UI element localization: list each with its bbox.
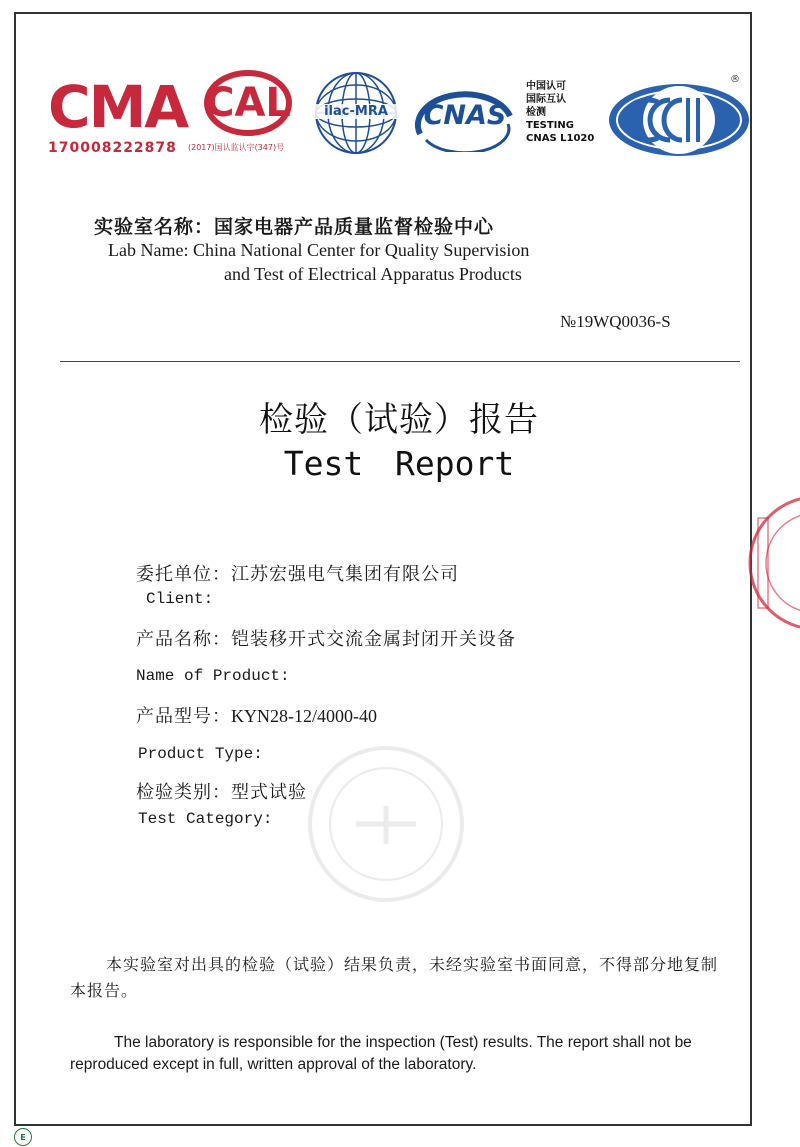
cnas-info-line: 国际互认 (526, 94, 566, 105)
client-label-en: Client: (146, 590, 214, 608)
divider (60, 361, 740, 362)
registered-mark: ® (730, 74, 740, 85)
footer-mark-icon: E (14, 1128, 32, 1146)
report-title-cn: 检验（试验）报告 (259, 400, 539, 440)
report-page (14, 12, 752, 1126)
client-field (136, 560, 459, 586)
ccc-emblem-icon (604, 80, 754, 160)
test-category-field (136, 778, 307, 804)
client-label: 委托单位： (136, 564, 231, 585)
product-name-field (136, 625, 516, 651)
product-name-label: 产品名称： (136, 629, 231, 650)
cnas-info-line: TESTING (526, 120, 574, 131)
cnas-info-line: CNAS L1020 (526, 133, 595, 144)
cma-number: 170008222878 (48, 140, 177, 156)
report-title-en: Test Report (283, 444, 515, 483)
cma-logo (48, 73, 188, 156)
lab-name-en-line1: Lab Name: China National Center for Quality Supervision (108, 240, 530, 260)
cma-mark: CMA (48, 73, 188, 141)
lab-name-en (108, 238, 529, 286)
disclaimer-cn: 本实验室对出具的检验（试验）结果负责，未经实验室书面同意，不得部分地复制本报告。 (70, 955, 719, 1000)
disclaimer-en: The laboratory is responsible for the inspection (Test) results. The report shall not be reproduced except in full, written approval of the laboratory. (70, 1034, 692, 1073)
test-category-value: 型式试验 (231, 782, 307, 803)
cnas-info (526, 80, 616, 145)
product-name-value: 铠装移开式交流金属封闭开关设备 (231, 629, 516, 650)
lab-name-cn: 实验室名称：国家电器产品质量监督检验中心 (94, 216, 495, 238)
cnas-mark: CNAS (423, 100, 507, 131)
cal-code: (2017)国认监认字(347)号 (188, 143, 285, 152)
red-seal-icon (744, 488, 800, 638)
embossed-seal-icon (306, 744, 466, 904)
cal-mark: CAL (204, 70, 292, 136)
cnas-info-line: 检测 (526, 107, 546, 118)
product-type-label: 产品型号： (136, 706, 231, 727)
ilac-mra-logo (313, 70, 399, 156)
test-category-label-en: Test Category: (138, 810, 273, 828)
product-name-label-en: Name of Product: (136, 667, 290, 685)
test-category-label: 检验类别： (136, 782, 231, 803)
cal-logo (188, 70, 318, 153)
product-type-label-en: Product Type: (138, 745, 263, 763)
product-type-field (136, 702, 377, 728)
product-type-value: KYN28-12/4000-40 (231, 706, 377, 726)
ilac-mark: ilac-MRA (313, 104, 399, 119)
ccc-logo (604, 80, 754, 160)
cnas-logo (412, 80, 518, 152)
lab-name-en-line2: and Test of Electrical Apparatus Products (224, 264, 522, 284)
cnas-info-line: 中国认可 (526, 81, 566, 92)
client-value: 江苏宏强电气集团有限公司 (231, 564, 459, 585)
report-number: №19WQ0036-S (560, 312, 671, 331)
accreditation-logos (38, 66, 758, 186)
